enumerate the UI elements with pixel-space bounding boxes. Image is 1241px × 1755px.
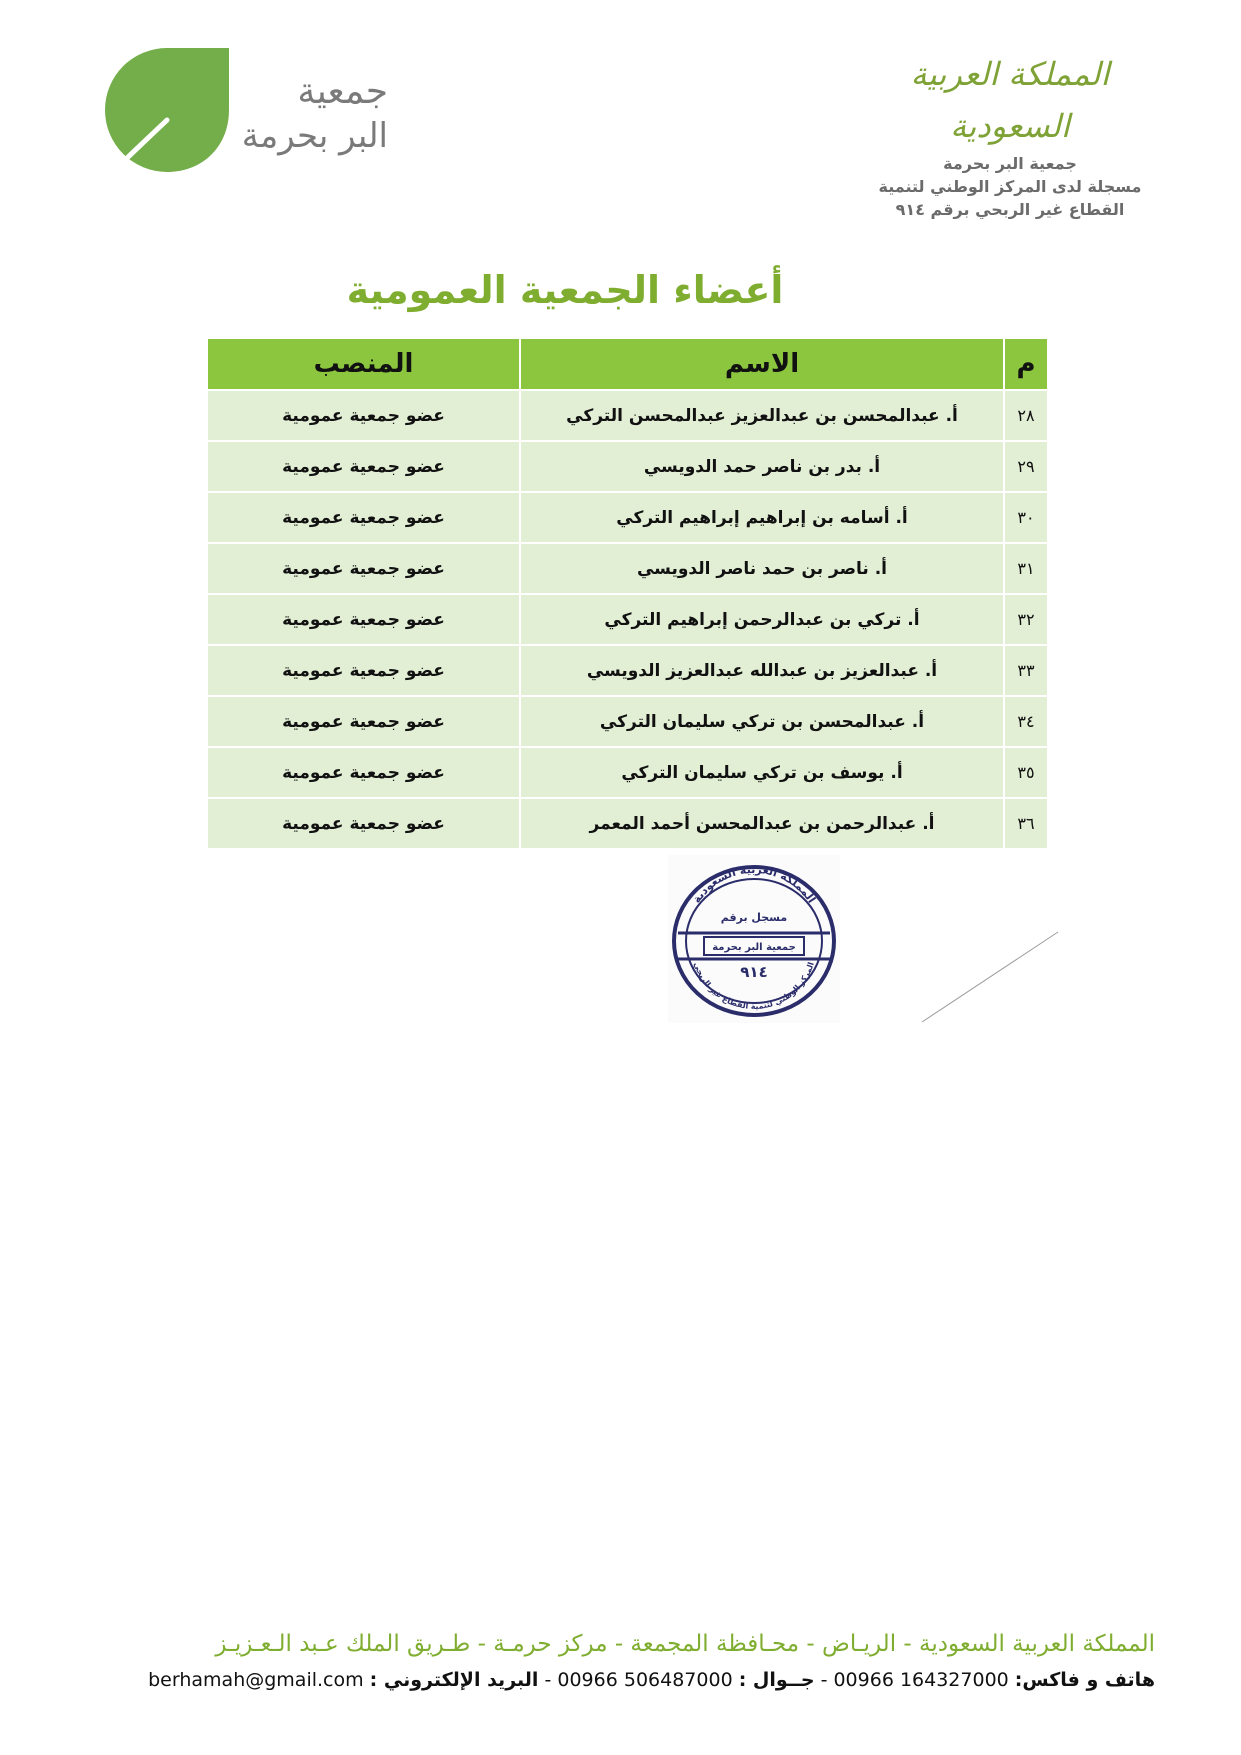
members-table: [206, 337, 1049, 850]
stamp-bottom-text: المركز الوطني لتنمية القطاع غير الربحي: [692, 960, 816, 1012]
row-name: أ. عبدالمحسن بن عبدالعزيز عبدالمحسن التركي: [520, 390, 1004, 441]
stamp-org: جمعية البر بحرمة: [712, 942, 796, 953]
row-num: ٢٨: [1004, 390, 1048, 441]
row-num: ٣٦: [1004, 798, 1048, 849]
logo-text: [223, 70, 388, 158]
table-row: [207, 594, 1048, 645]
stamp-registered: مسجل برقم: [720, 911, 788, 924]
logo-line-2: البر بحرمة: [241, 116, 388, 156]
row-name: أ. تركي بن عبدالرحمن إبراهيم التركي: [520, 594, 1004, 645]
row-position: عضو جمعية عمومية: [207, 747, 520, 798]
row-name: أ. عبدالمحسن بن تركي سليمان التركي: [520, 696, 1004, 747]
mobile-number: 00966 506487000: [557, 1669, 733, 1691]
logo-line-1: جمعية: [297, 71, 388, 112]
header-position: المنصب: [207, 338, 520, 390]
table-row: [207, 492, 1048, 543]
table-header-row: [207, 338, 1048, 390]
row-name: أ. يوسف بن تركي سليمان التركي: [520, 747, 1004, 798]
stamp-seal-icon: [668, 855, 840, 1023]
organization-logo: [105, 48, 395, 173]
table-row: [207, 390, 1048, 441]
row-num: ٣٣: [1004, 645, 1048, 696]
page-title: أعضاء الجمعية العمومية: [346, 268, 784, 312]
row-num: ٣٤: [1004, 696, 1048, 747]
row-position: عضو جمعية عمومية: [207, 696, 520, 747]
row-position: عضو جمعية عمومية: [207, 798, 520, 849]
row-num: ٣٢: [1004, 594, 1048, 645]
row-num: ٣٠: [1004, 492, 1048, 543]
row-position: عضو جمعية عمومية: [207, 441, 520, 492]
row-position: عضو جمعية عمومية: [207, 594, 520, 645]
row-num: ٣١: [1004, 543, 1048, 594]
signature-stroke: [920, 930, 1060, 1025]
row-name: أ. عبدالعزيز بن عبدالله عبدالعزيز الدويسي: [520, 645, 1004, 696]
mobile-label: جــوال :: [738, 1669, 815, 1691]
table-row: [207, 798, 1048, 849]
stamp-top-text: المملكة العربية السعودية: [689, 862, 819, 906]
phone-number: 00966 164327000: [833, 1669, 1009, 1691]
table-row: [207, 747, 1048, 798]
table-row: [207, 645, 1048, 696]
table-row: [207, 441, 1048, 492]
row-name: أ. ناصر بن حمد ناصر الدويسي: [520, 543, 1004, 594]
page-footer: [90, 1625, 1155, 1697]
phone-label: هاتف و فاكس:: [1014, 1669, 1155, 1691]
letterhead-line-1: جمعية البر بحرمة: [943, 154, 1077, 173]
table-row: [207, 696, 1048, 747]
row-num: ٢٩: [1004, 441, 1048, 492]
row-num: ٣٥: [1004, 747, 1048, 798]
row-position: عضو جمعية عمومية: [207, 492, 520, 543]
footer-address: المملكة العربية السعودية - الريـاض - محـافظة المجمعة - مركز حرمـة - طـريق الملك عـبد الـعـزيـز: [215, 1631, 1155, 1657]
letterhead: [850, 48, 1170, 221]
row-name: أ. بدر بن ناصر حمد الدويسي: [520, 441, 1004, 492]
email-address[interactable]: berhamah@gmail.com: [148, 1669, 364, 1691]
email-label: البريد الإلكتروني :: [369, 1669, 539, 1691]
footer-contact: هاتف و فاكس: 00966 164327000 - جــوال : 00966 506487000 - البريد الإلكتروني : berhamah@gmail.com: [90, 1663, 1155, 1697]
letterhead-line-3: القطاع غير الربحي برقم ٩١٤: [895, 200, 1125, 219]
svg-text:المملكة العربية السعودية: [690, 863, 818, 906]
row-name: أ. عبدالرحمن بن عبدالمحسن أحمد المعمر: [520, 798, 1004, 849]
table-row: [207, 543, 1048, 594]
header-num: م: [1004, 338, 1048, 390]
official-stamp: [668, 855, 840, 1023]
row-name: أ. أسامه بن إبراهيم إبراهيم التركي: [520, 492, 1004, 543]
stamp-number: ٩١٤: [740, 963, 768, 981]
leaf-logo-icon: [105, 48, 230, 173]
letterhead-line-2: مسجلة لدى المركز الوطني لتنمية: [878, 177, 1142, 196]
row-position: عضو جمعية عمومية: [207, 645, 520, 696]
row-position: عضو جمعية عمومية: [207, 390, 520, 441]
row-position: عضو جمعية عمومية: [207, 543, 520, 594]
header-name: الاسم: [520, 338, 1004, 390]
kingdom-calligraphy: المملكة العربية السعودية: [910, 55, 1110, 145]
